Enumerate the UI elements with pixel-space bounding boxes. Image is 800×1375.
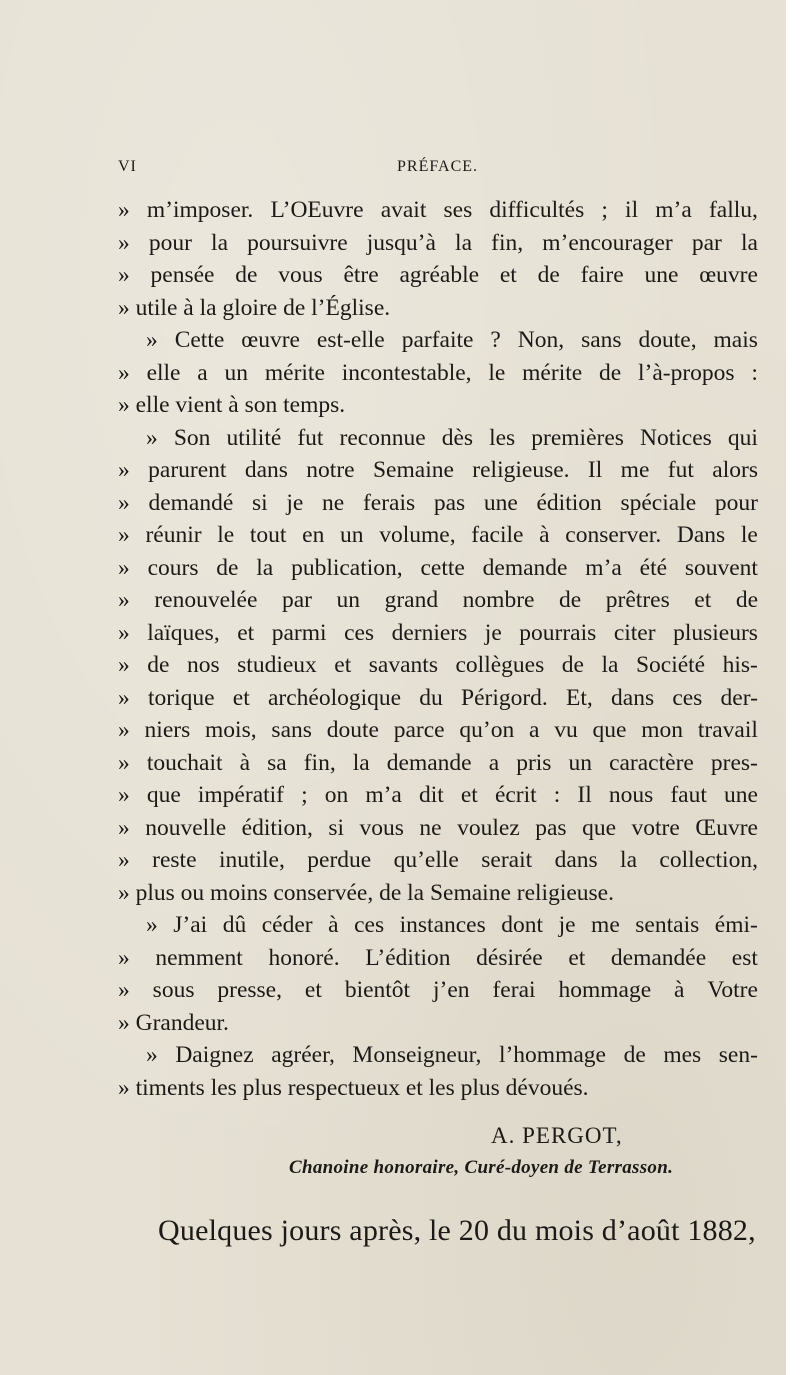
text-line: » m’imposer. L’OEuvre avait ses difficultés ; il m’a fallu, xyxy=(118,197,758,223)
text-line: » Son utilité fut reconnue dès les premières Notices qui xyxy=(146,424,758,451)
text-line: » plus ou moins conservée, de la Semaine religieuse. xyxy=(118,879,614,906)
text-line: » nemment honoré. L’édition désirée et demandée est xyxy=(118,944,758,971)
text-line: » J’ai dû céder à ces instances dont je me sentais émi- xyxy=(146,912,758,938)
text-line: » parurent dans notre Semaine religieuse. Il me fut alors xyxy=(118,457,758,483)
text-line: » réunir le tout en un volume, facile à conserver. Dans le xyxy=(118,522,758,548)
page-header xyxy=(118,158,758,180)
closing-line: Quelques jours après, le 20 du mois d’août 1882, xyxy=(158,1214,756,1247)
running-title: PRÉFACE. xyxy=(397,158,479,175)
text-line: » Daignez agréer, Monseigneur, l’hommage de mes sen- xyxy=(146,1042,758,1068)
text-line: » torique et archéologique du Périgord. Et, dans ces der- xyxy=(118,684,758,711)
text-line: » laïques, et parmi ces derniers je pourrais citer plusieurs xyxy=(118,619,758,646)
text-line: » Cette œuvre est-elle parfaite ? Non, sans doute, mais xyxy=(146,327,758,353)
text-line: » de nos studieux et savants collègues de la Société his- xyxy=(118,652,758,678)
signature-name: A. PERGOT, xyxy=(491,1123,623,1148)
text-line: » touchait à sa fin, la demande a pris un caractère pres- xyxy=(118,749,758,776)
text-line: » utile à la gloire de l’Église. xyxy=(118,294,391,321)
text-line: » sous presse, et bientôt j’en ferai hommage à Votre xyxy=(118,977,758,1003)
text-line: » niers mois, sans doute parce qu’on a vu que mon travail xyxy=(118,717,758,743)
text-line: » reste inutile, perdue qu’elle serait dans la collection, xyxy=(118,847,758,873)
text-line: » pour la poursuivre jusqu’à la fin, m’encourager par la xyxy=(118,229,758,256)
text-line: » elle vient à son temps. xyxy=(118,392,346,418)
text-line: » renouvelée par un grand nombre de prêtres et de xyxy=(118,587,758,613)
text-line: » que impératif ; on m’a dit et écrit : Il nous faut une xyxy=(118,782,758,808)
scan-margin xyxy=(786,0,800,1375)
text-line: » elle a un mérite incontestable, le mérite de l’à-propos : xyxy=(118,359,758,386)
preface-body xyxy=(118,194,758,1104)
text-line: » demandé si je ne ferais pas une édition spéciale pour xyxy=(118,489,758,516)
text-line: » cours de la publication, cette demande m’a été souvent xyxy=(118,554,758,581)
text-line: » pensée de vous être agréable et de faire une œuvre xyxy=(118,262,758,288)
text-line: » nouvelle édition, si vous ne voulez pas que votre Œuvre xyxy=(118,814,758,841)
text-line: » Grandeur. xyxy=(118,1009,229,1036)
signature-title: Chanoine honoraire, Curé-doyen de Terrasson. xyxy=(289,1157,674,1178)
text-line: » timents les plus respectueux et les plus dévoués. xyxy=(118,1074,589,1101)
page-number: VI xyxy=(118,158,137,175)
